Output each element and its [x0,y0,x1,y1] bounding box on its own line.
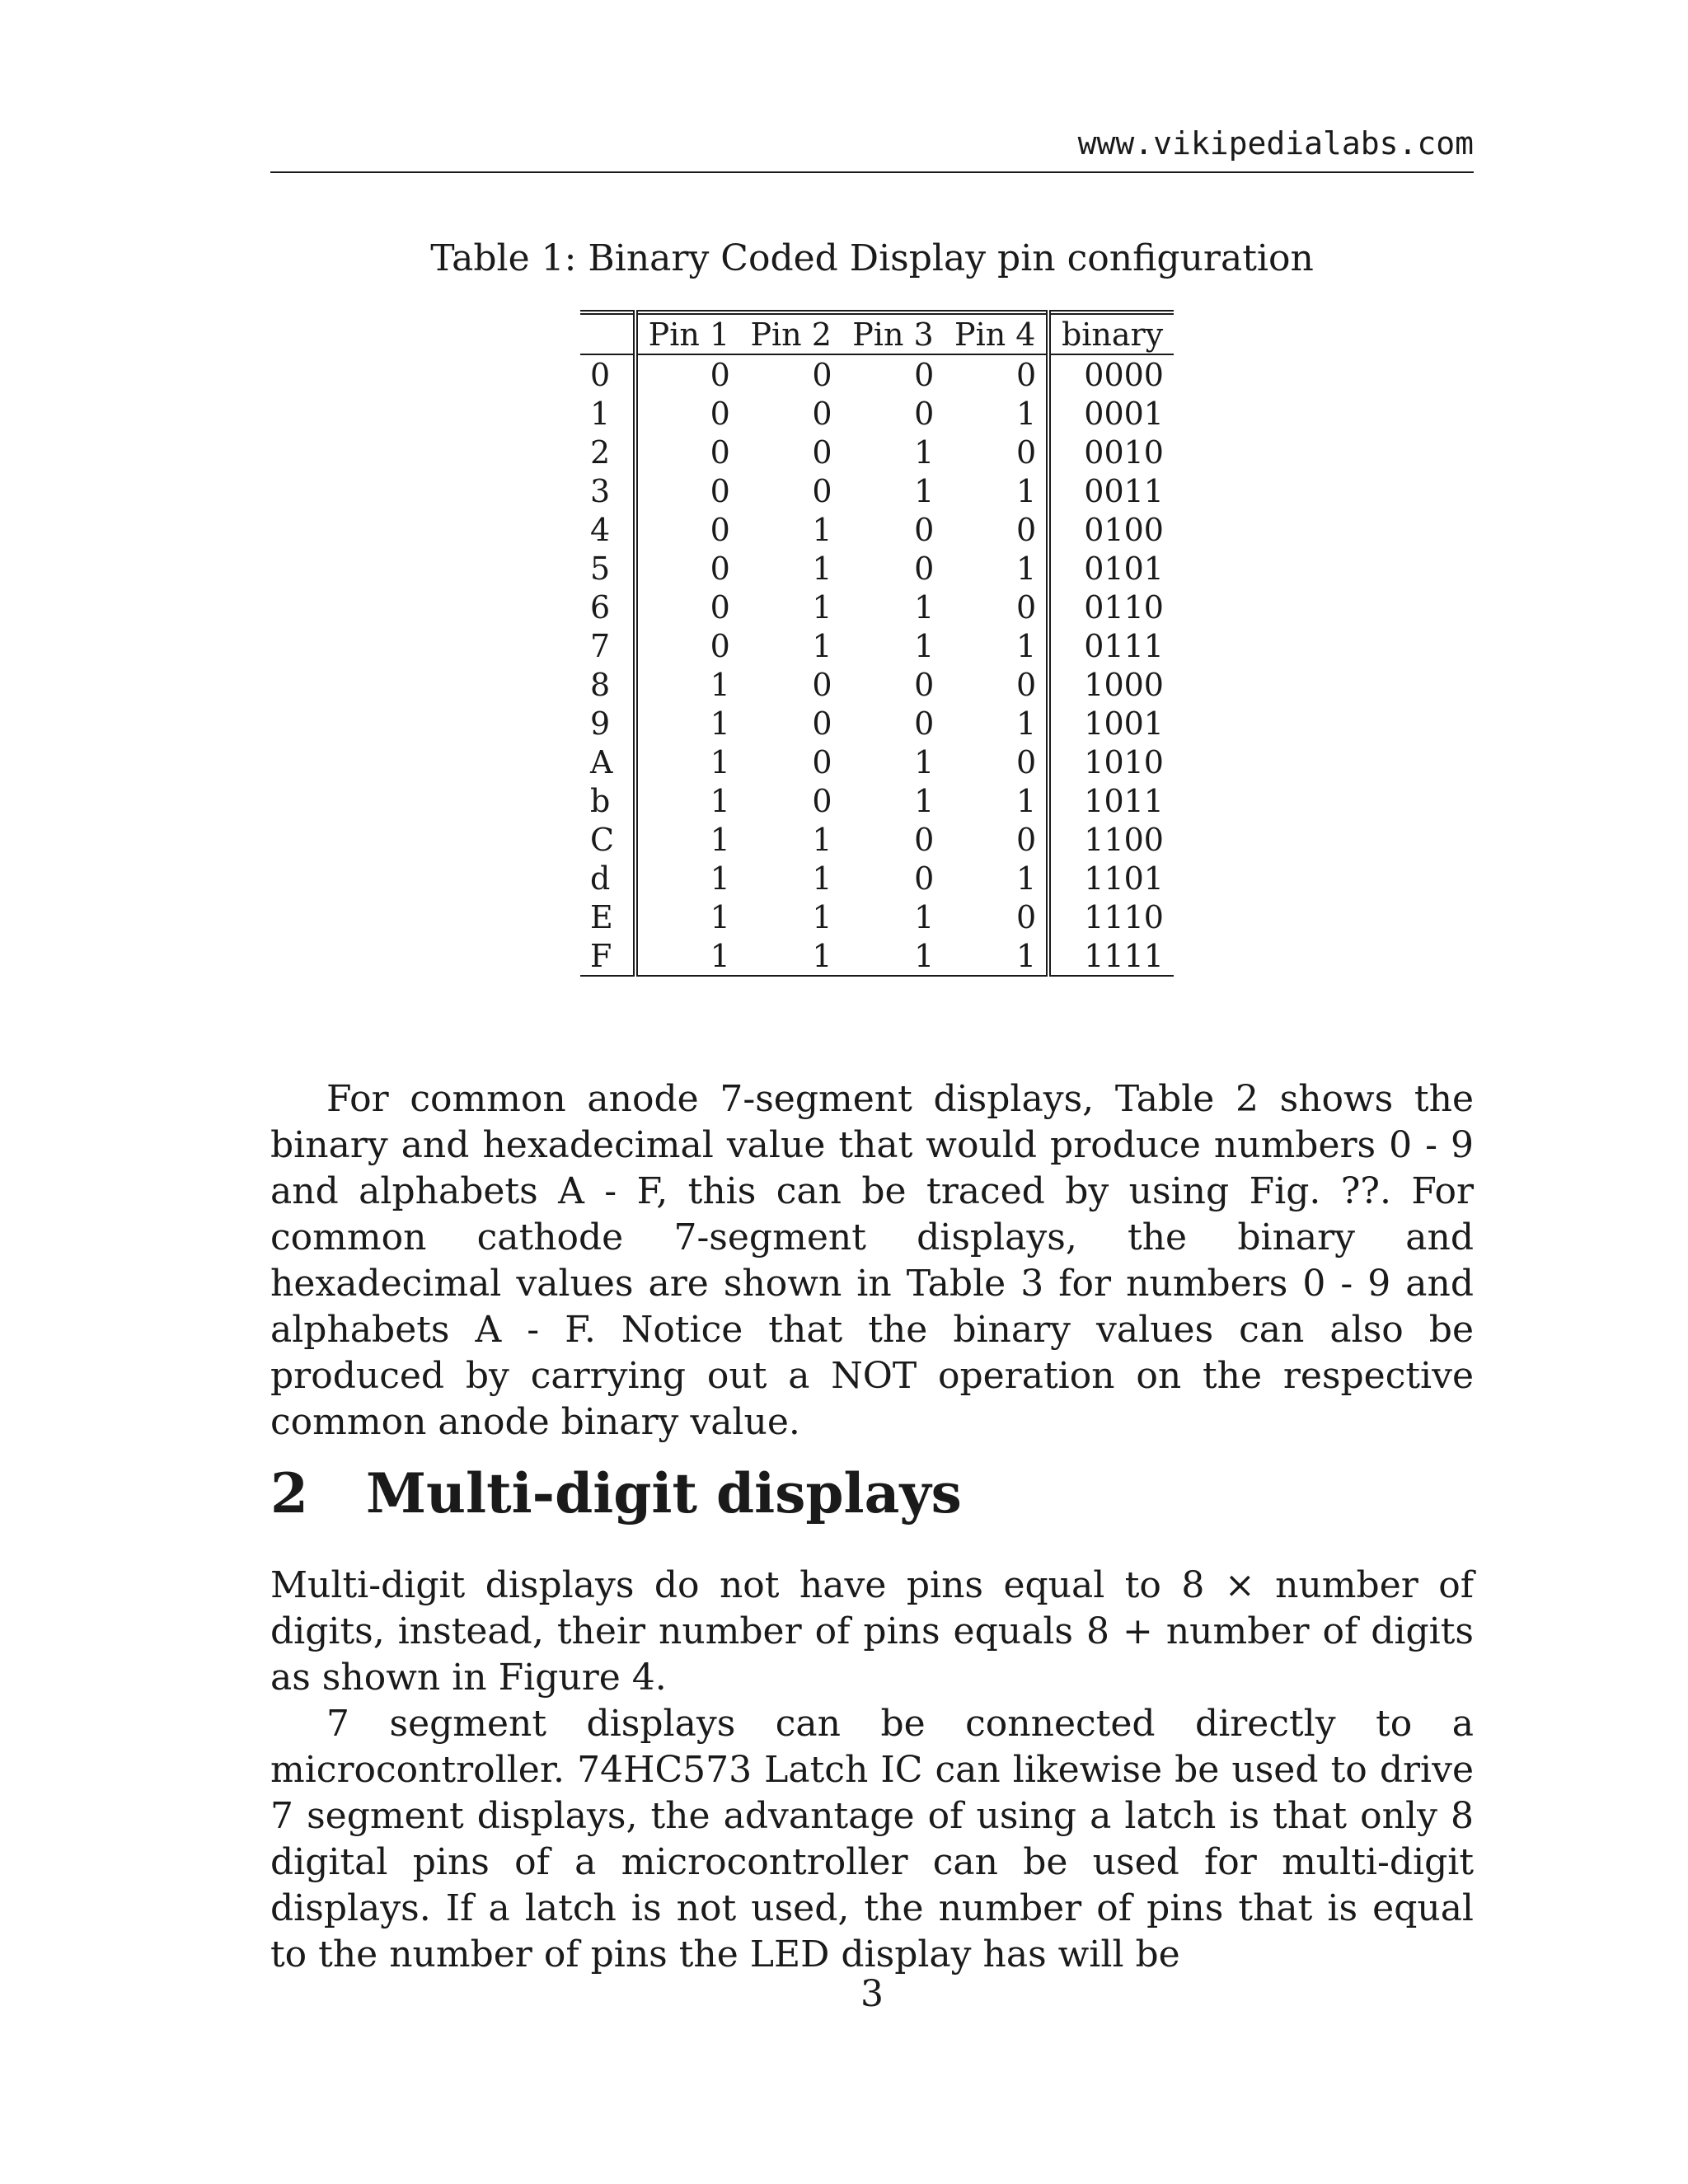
table-cell: 1 [914,782,935,819]
table-cell: 0111 [1084,627,1164,664]
paragraph-text: For common anode 7-segment displays, Table 2 shows the binary and hexadecimal value that would produce numbers 0 - 9 and alphabets A - F, this can be traced by using Fig. ??. For common cathode 7-segment displays, the binary and hexadecimal values are shown in Table 3 for numbers 0 - 9 and alphabets A - F. Notice that the binary values can also be produced by carrying out a NOT operation on the respective common anode binary value. [270,1078,1474,1443]
table-cell: 0000 [1084,356,1164,393]
table-cell: 0 [812,666,832,703]
section-number: 2 [270,1461,308,1526]
table-cell: 1 [812,821,832,858]
table-cell: 1 [914,627,935,664]
table-cell: 0 [944,898,1048,936]
table-row [580,820,1174,859]
row-label-cell: 5 [580,549,635,588]
table-cell: 1 [812,627,832,664]
table-cell: 0 [710,395,730,432]
table-row [580,354,1174,394]
table-row [580,743,1174,781]
table-cell: 1 [944,704,1048,743]
table-cell: 1 [710,705,730,742]
paragraph-common-anode [270,1076,1474,1446]
table-row [580,433,1174,471]
table-cell: 0 [944,433,1048,471]
row-label-cell: 9 [580,704,635,743]
table-cell: 1 [710,821,730,858]
table-cell: 1 [710,898,730,935]
table-cell: 0 [914,705,935,742]
section-heading [270,1460,1474,1526]
table-row [580,626,1174,665]
table-cell: 1 [812,550,832,587]
table-cell: 1100 [1084,821,1164,858]
row-label-cell: A [580,743,635,781]
table-cell: 0 [812,395,832,432]
table-cell: 1101 [1084,860,1164,897]
row-label-cell: b [580,781,635,820]
table-cell: 0 [944,665,1048,704]
table-cell: 0 [710,627,730,664]
table-cell: 1 [812,588,832,626]
table-cell: 0110 [1084,588,1164,626]
paragraph-multi-digit-pins [270,1563,1474,1701]
table-row [580,936,1174,976]
column-header: binary [1048,312,1174,354]
row-label-cell: 0 [580,354,635,394]
column-header: Pin 2 [740,312,842,354]
table-row [580,898,1174,936]
table-cell: 1 [710,937,730,974]
table-row [580,471,1174,510]
table-row [580,394,1174,433]
table-row [580,588,1174,626]
table-cell: 0 [914,860,935,897]
table-row [580,665,1174,704]
table-cell: 0 [944,820,1048,859]
header-rule [270,171,1474,173]
pin-configuration-table [580,310,1174,977]
table-cell: 1 [944,626,1048,665]
row-label-cell: 8 [580,665,635,704]
table-cell: 1000 [1084,666,1164,703]
table-cell: 1 [812,511,832,548]
paragraph-text: 7 segment displays can be connected directly to a microcontroller. 74HC573 Latch IC can likewise be used to drive 7 segment displays, the advantage of using a latch is that only 8 digital pins of a microcontroller can be used for multi-digit displays. If a latch is not used, the number of pins that is equal to the number of pins the LED display has will be [270,1703,1474,1975]
table-cell: 1 [914,898,935,935]
table-cell: 1 [812,937,832,974]
table-cell: 0101 [1084,550,1164,587]
table-cell: 0 [812,472,832,509]
table-cell: 1110 [1084,898,1164,935]
table-cell: 1011 [1084,782,1164,819]
row-label-cell: E [580,898,635,936]
table-cell: 0 [710,472,730,509]
running-header-url: www.vikipedialabs.com [1077,125,1474,162]
table-cell: 0 [812,743,832,780]
table-cell: 0 [710,356,730,393]
column-header: Pin 3 [842,312,945,354]
section-title: Multi-digit displays [366,1461,962,1526]
table-caption: Table 1: Binary Coded Display pin configuration [430,237,1314,279]
table-cell: 0 [710,588,730,626]
table-cell: 0 [944,588,1048,626]
table-cell: 0 [914,395,935,432]
table-row [580,859,1174,898]
table-cell: 1010 [1084,743,1164,780]
table-cell: 0 [944,510,1048,549]
table-cell: 1 [944,936,1048,976]
table-cell: 0 [914,821,935,858]
column-header: Pin 1 [635,312,740,354]
page-number: 3 [860,1973,884,2015]
table-header-row [580,312,1174,354]
table-cell: 1 [914,743,935,780]
table-cell: 0001 [1084,395,1164,432]
row-label-cell: C [580,820,635,859]
row-label-cell: 4 [580,510,635,549]
table-cell: 1 [710,666,730,703]
table-row [580,704,1174,743]
table-cell: 1 [812,898,832,935]
table-cell: 0 [710,550,730,587]
table-row [580,549,1174,588]
table-cell: 1 [812,860,832,897]
table-cell: 1 [710,782,730,819]
table-cell: 1 [914,434,935,471]
table-cell: 1 [944,394,1048,433]
row-label-cell: 1 [580,394,635,433]
column-header: Pin 4 [944,312,1048,354]
table-cell: 1 [710,743,730,780]
table-cell: 1 [944,859,1048,898]
table-cell: 0100 [1084,511,1164,548]
row-label-cell: 6 [580,588,635,626]
table-cell: 0 [812,705,832,742]
table-cell: 0 [812,434,832,471]
row-label-cell: d [580,859,635,898]
table-body [580,354,1174,976]
table-cell: 1 [944,471,1048,510]
table-row [580,510,1174,549]
row-label-cell: 3 [580,471,635,510]
table-cell: 1 [944,781,1048,820]
table-cell: 1 [944,549,1048,588]
table-cell: 0 [944,354,1048,394]
table-cell: 0 [710,434,730,471]
table-cell: 0 [914,550,935,587]
table-cell: 0 [812,356,832,393]
table-cell: 0010 [1084,434,1164,471]
row-label-cell: 7 [580,626,635,665]
table-cell: 0 [914,356,935,393]
table-cell: 0 [944,743,1048,781]
table-cell: 1001 [1084,705,1164,742]
table-cell: 0 [914,666,935,703]
table-cell: 0 [812,782,832,819]
paragraph-text: Multi-digit displays do not have pins equal to 8 × number of digits, instead, their number of pins equals 8 + number of digits as shown in Figure 4. [270,1564,1474,1699]
table-cell: 1111 [1084,937,1164,974]
table-row [580,781,1174,820]
table-cell: 1 [710,860,730,897]
column-header [580,312,635,354]
table-cell: 0 [914,511,935,548]
table-cell: 1 [914,588,935,626]
pin-configuration-table-wrap [580,310,1174,977]
row-label-cell: 2 [580,433,635,471]
table-cell: 0 [710,511,730,548]
table-cell: 0011 [1084,472,1164,509]
paragraph-latch [270,1701,1474,1978]
table-cell: 1 [914,937,935,974]
row-label-cell: F [580,936,635,976]
table-cell: 1 [914,472,935,509]
